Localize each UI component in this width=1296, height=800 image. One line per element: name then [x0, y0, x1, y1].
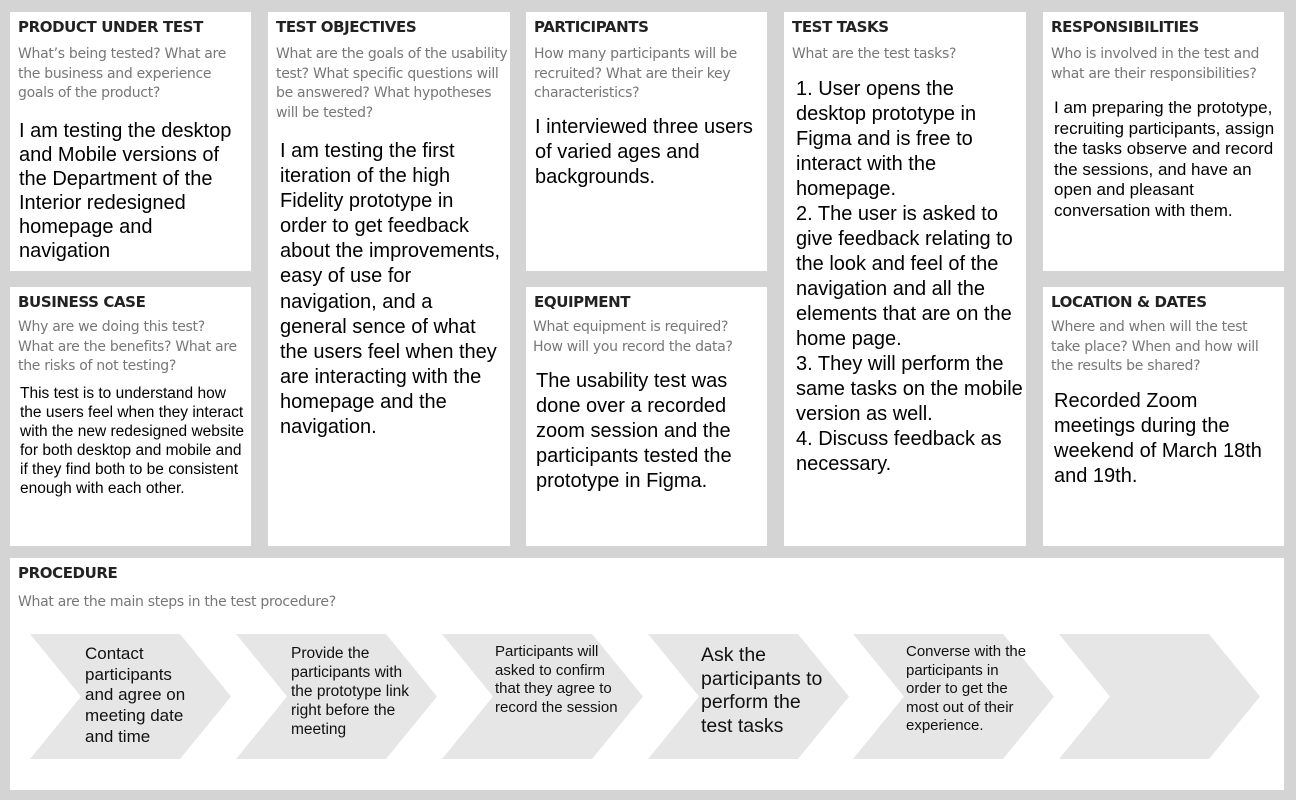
card-title: TEST OBJECTIVES: [276, 18, 417, 36]
card-question: What are the test tasks?: [792, 46, 957, 62]
card-title: PARTICIPANTS: [534, 18, 649, 36]
chevron-shape: [1059, 634, 1261, 759]
card-title: RESPONSIBILITIES: [1051, 18, 1199, 36]
procedure-step-5: [853, 634, 1055, 759]
card-answer: The usability test was done over a recorded zoom session and the participants tested the prototype in Figma.: [536, 370, 732, 492]
responsibilities-card: [1043, 12, 1284, 271]
business-case-card: [10, 287, 251, 546]
card-title: BUSINESS CASE: [18, 293, 146, 311]
card-answer: Recorded Zoom meetings during the weekend of March 18th and 19th.: [1054, 390, 1262, 487]
card-answer: 1. User opens the desktop prototype in Figma and is free to interact with the homepage. 2. The user is asked to give feedback relating to the look and feel of the navigation and all the elements that are on the home page. 3. They will perform the same tasks on the mobile version as well. 4. Discuss feedback as necessary.: [796, 78, 1023, 475]
card-question: What equipment is required? How will you record the data?: [533, 319, 733, 355]
card-question: What’s being tested? What are the business and experience goals of the product?: [18, 46, 227, 101]
procedure-step-3: [442, 634, 644, 759]
card-answer: This test is to understand how the users feel when they interact with the new redesigned website for both desktop and mobile and if they find both to be consistent enough with each other.: [20, 385, 245, 497]
card-title: PROCEDURE: [18, 564, 118, 582]
procedure-step-text: Converse with the participants in order to get the most out of their experience.: [906, 643, 1027, 734]
test-tasks-card: [784, 12, 1026, 546]
procedure-step-text: Ask the participants to perform the test tasks: [701, 644, 823, 737]
card-answer: I am preparing the prototype, recruiting participants, assign the tasks observe and record the sessions, and have an open and pleasant conversation with them.: [1054, 98, 1275, 220]
card-answer: I am testing the desktop and Mobile versions of the Department of the Interior redesigned homepage and navigation: [19, 120, 232, 262]
test-objectives-card: [268, 12, 510, 546]
card-question: What are the goals of the usability test? What specific questions will be answered? What hypotheses will be tested?: [276, 46, 508, 121]
procedure-step-4: [648, 634, 850, 759]
card-title: LOCATION & DATES: [1051, 293, 1207, 311]
card-question: What are the main steps in the test procedure?: [18, 594, 336, 610]
procedure-step-text: Provide the participants with the prototype link right before the meeting: [291, 645, 410, 738]
equipment-card: [526, 287, 767, 546]
card-title: PRODUCT UNDER TEST: [18, 18, 203, 36]
card-title: EQUIPMENT: [534, 293, 631, 311]
card-answer: I am testing the first iteration of the high Fidelity prototype in order to get feedback about the improvements, easy of use for navigation, and a general sence of what the users feel when they are interacting with the homepage and the navigation.: [280, 140, 501, 439]
card-question: Who is involved in the test and what are their responsibilities?: [1051, 46, 1260, 82]
card-question: Why are we doing this test? What are the benefits? What are the risks of not testing?: [18, 319, 237, 374]
procedure-step-text: Contact participants and agree on meeting date and time: [85, 644, 186, 746]
procedure-step-6: [1059, 634, 1261, 759]
card-question: Where and when will the test take place? When and how will the results be shared?: [1051, 319, 1259, 374]
location-dates-card: [1043, 287, 1284, 546]
procedure-step-text: Participants will asked to confirm that they agree to record the session: [495, 643, 618, 716]
procedure-step-2: [236, 634, 438, 759]
card-title: TEST TASKS: [792, 18, 889, 36]
card-answer: I interviewed three users of varied ages and backgrounds.: [535, 116, 753, 188]
card-question: How many participants will be recruited? What are their key characteristics?: [534, 46, 737, 101]
product-under-test-card: [10, 12, 251, 271]
procedure-step-1: [30, 634, 232, 759]
participants-card: [526, 12, 767, 271]
